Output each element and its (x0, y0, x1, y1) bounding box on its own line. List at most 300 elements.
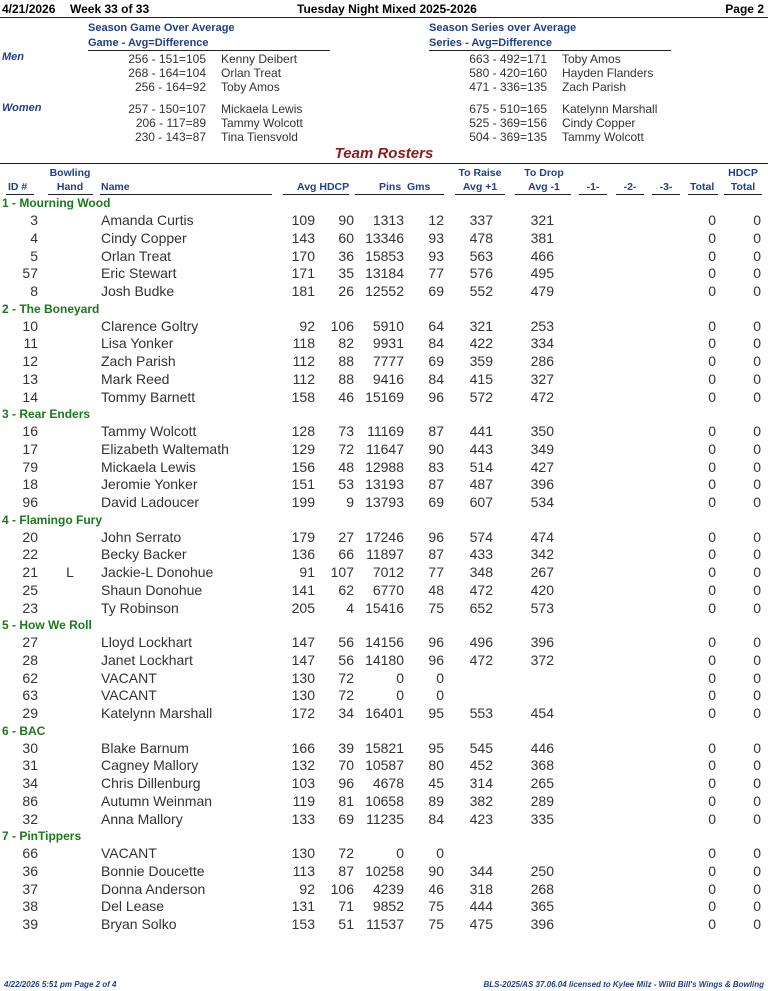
player-hdcp-total: 0 (753, 862, 761, 879)
league-name: Tuesday Night Mixed 2025-2026 (297, 2, 477, 16)
achievement-name: Tammy Wolcott (562, 130, 644, 144)
player-hdcp-total: 0 (753, 247, 761, 264)
player-id: 4 (30, 229, 38, 246)
player-pins: 13184 (365, 265, 404, 282)
player-pins: 13193 (365, 476, 404, 493)
player-total: 0 (708, 898, 716, 915)
underline-g3 (652, 194, 680, 195)
player-pins: 11897 (366, 546, 404, 563)
player-hdcp-total: 0 (753, 265, 761, 282)
player-games: 77 (428, 265, 444, 282)
player-total: 0 (708, 845, 716, 861)
col-name: Name (101, 181, 130, 193)
player-pins: 11235 (366, 810, 404, 827)
player-avg: 129 (291, 440, 315, 457)
player-to-raise: 433 (469, 546, 493, 563)
player-hdcp: 72 (338, 440, 354, 457)
col-raise-1: To Raise (458, 167, 502, 179)
player-games: 75 (428, 599, 444, 616)
player-hdcp: 48 (338, 458, 354, 475)
player-to-raise: 472 (469, 581, 493, 598)
player-hdcp: 82 (338, 335, 354, 352)
player-avg: 147 (291, 634, 315, 650)
player-avg: 92 (299, 317, 315, 334)
player-to-drop: 342 (530, 546, 554, 563)
player-to-drop: 396 (530, 476, 554, 493)
player-id: 11 (23, 335, 38, 352)
player-id: 13 (22, 370, 38, 387)
achievement-calc: 580 - 420=160 (469, 66, 547, 80)
player-total: 0 (708, 353, 716, 370)
player-hdcp: 62 (338, 581, 354, 598)
player-games: 75 (428, 898, 444, 915)
series-section-title: Season Series over Average (429, 22, 577, 34)
player-pins: 10587 (365, 757, 404, 774)
player-to-raise: 472 (469, 651, 493, 668)
player-total: 0 (708, 212, 716, 228)
player-games: 93 (428, 229, 444, 246)
player-games: 45 (428, 775, 444, 792)
player-hdcp-total: 0 (753, 599, 761, 616)
player-hdcp: 51 (338, 916, 354, 933)
player-id: 5 (30, 247, 38, 264)
team-name: 6 - BAC (2, 723, 46, 738)
player-avg: 141 (291, 581, 315, 598)
achievement-name: Tammy Wolcott (221, 116, 303, 130)
player-name: Donna Anderson (101, 880, 206, 897)
team-name: 1 - Mourning Wood (2, 196, 111, 210)
player-hdcp: 53 (338, 476, 354, 493)
col-drop-2: Avg -1 (528, 181, 560, 193)
col-hdcp-total-2: Total (730, 181, 756, 193)
player-total: 0 (708, 810, 716, 827)
player-to-drop: 268 (530, 880, 554, 897)
col-drop-1: To Drop (524, 167, 564, 179)
player-games: 95 (428, 739, 444, 756)
achievement-name: Katelynn Marshall (562, 102, 658, 116)
player-to-drop: 349 (530, 440, 554, 457)
player-to-drop: 446 (530, 739, 554, 756)
player-to-raise: 478 (469, 229, 493, 246)
player-total: 0 (708, 476, 716, 493)
player-pins: 0 (396, 687, 404, 704)
underline-pins (355, 194, 444, 195)
player-id: 31 (22, 757, 38, 774)
player-id: 38 (22, 898, 38, 915)
player-id: 22 (22, 546, 38, 563)
underline-g2 (616, 194, 644, 195)
report-date: 4/21/2026 (2, 2, 56, 16)
achievement-calc: 268 - 164=104 (128, 66, 206, 80)
player-pins: 0 (396, 845, 404, 861)
player-pins: 12988 (365, 458, 404, 475)
team-name: 5 - How We Roll (2, 618, 92, 632)
player-games: 84 (428, 370, 444, 387)
col-game-3: -3- (659, 181, 673, 193)
player-pins: 12552 (365, 283, 404, 300)
player-to-raise: 444 (469, 898, 493, 915)
player-to-raise: 452 (469, 757, 493, 774)
player-hdcp-total: 0 (753, 229, 761, 246)
player-total: 0 (708, 862, 716, 879)
player-games: 87 (428, 546, 444, 563)
achievement-name: Kenny Deibert (221, 52, 298, 66)
player-hdcp: 69 (338, 810, 354, 827)
player-hdcp-total: 0 (753, 494, 761, 511)
player-games: 96 (428, 651, 444, 668)
player-name: Ty Robinson (101, 599, 179, 616)
player-total: 0 (708, 757, 716, 774)
player-name: Jackie-L Donohue (101, 564, 214, 581)
player-games: 0 (436, 845, 444, 861)
player-to-drop: 365 (530, 898, 554, 915)
col-id: ID # (8, 181, 28, 193)
achievement-calc: 504 - 369=135 (469, 130, 547, 144)
player-total: 0 (708, 283, 716, 300)
player-hdcp-total: 0 (753, 283, 761, 300)
player-to-drop: 250 (530, 862, 554, 879)
player-total: 0 (708, 546, 716, 563)
player-games: 77 (428, 564, 444, 581)
player-to-drop: 454 (530, 705, 554, 722)
player-hdcp-total: 0 (753, 775, 761, 792)
player-name: Orlan Treat (101, 247, 172, 264)
underline-total (688, 194, 718, 195)
player-to-drop: 479 (530, 283, 554, 300)
player-to-drop: 474 (530, 528, 554, 545)
player-pins: 0 (396, 669, 404, 686)
player-total: 0 (708, 581, 716, 598)
player-pins: 15169 (365, 388, 404, 405)
player-id: 79 (22, 458, 38, 475)
player-pins: 7777 (372, 353, 404, 370)
player-avg: 147 (291, 651, 315, 668)
player-total: 0 (708, 370, 716, 387)
week-label: Week 33 of 33 (70, 2, 150, 16)
player-games: 87 (428, 476, 444, 493)
player-pins: 16401 (365, 705, 404, 722)
player-hdcp-total: 0 (753, 581, 761, 598)
player-pins: 9931 (372, 335, 404, 352)
player-hdcp: 46 (338, 388, 354, 405)
player-name: Shaun Donohue (101, 581, 203, 598)
player-name: Bryan Solko (101, 916, 177, 933)
series-section-subtitle: Series - Avg=Difference (429, 37, 552, 49)
underline-avg (283, 194, 349, 195)
player-hdcp: 36 (338, 247, 354, 264)
player-id: 63 (22, 687, 38, 704)
player-id: 21 (22, 564, 38, 581)
player-avg: 170 (291, 247, 315, 264)
player-name: Josh Budke (101, 283, 175, 300)
player-to-raise: 441 (469, 423, 493, 439)
col-total: Total (690, 181, 715, 193)
player-name: Anna Mallory (101, 810, 183, 827)
player-name: Becky Backer (101, 546, 187, 563)
player-id: 57 (22, 265, 38, 282)
player-to-drop: 286 (530, 353, 554, 370)
player-name: VACANT (101, 845, 157, 861)
player-to-raise: 514 (469, 458, 493, 475)
player-id: 12 (22, 353, 38, 370)
player-total: 0 (708, 564, 716, 581)
game-section-underline (88, 50, 330, 51)
player-games: 48 (428, 581, 444, 598)
player-hdcp-total: 0 (753, 335, 761, 352)
underline-hdcp-total (724, 194, 762, 195)
player-pins: 5910 (372, 317, 404, 334)
title-divider (0, 163, 768, 164)
player-to-drop: 253 (530, 317, 554, 334)
player-avg: 156 (291, 458, 315, 475)
player-hdcp: 39 (338, 739, 354, 756)
player-name: Janet Lockhart (101, 651, 193, 668)
player-total: 0 (708, 651, 716, 668)
player-id: 29 (22, 705, 38, 722)
player-id: 34 (22, 775, 38, 792)
player-games: 69 (428, 353, 444, 370)
player-avg: 131 (291, 898, 315, 915)
player-hdcp-total: 0 (753, 757, 761, 774)
player-id: 18 (22, 476, 38, 493)
player-total: 0 (708, 247, 716, 264)
game-section-title: Season Game Over Average (88, 22, 235, 34)
player-to-drop: 466 (530, 247, 554, 264)
player-pins: 4678 (372, 775, 404, 792)
player-hdcp: 71 (338, 898, 354, 915)
player-hdcp-total: 0 (753, 669, 761, 686)
player-games: 96 (428, 528, 444, 545)
player-games: 69 (428, 494, 444, 511)
player-to-raise: 344 (469, 862, 493, 879)
player-to-raise: 545 (469, 739, 493, 756)
col-game-1: -1- (586, 181, 600, 193)
player-avg: 179 (291, 528, 315, 545)
player-id: 32 (22, 810, 38, 827)
player-avg: 151 (291, 476, 315, 493)
player-to-drop: 372 (530, 651, 554, 668)
player-to-raise: 423 (469, 810, 493, 827)
player-avg: 91 (299, 564, 315, 581)
player-to-raise: 314 (469, 775, 493, 792)
player-hdcp-total: 0 (753, 792, 761, 809)
player-total: 0 (708, 739, 716, 756)
achievement-name: Mickaela Lewis (221, 102, 303, 116)
achievement-calc: 206 - 117=89 (135, 116, 206, 130)
player-games: 69 (428, 283, 444, 300)
player-id: 8 (30, 283, 38, 300)
player-games: 46 (428, 880, 444, 897)
series-section-underline (429, 50, 671, 51)
player-avg: 92 (299, 880, 315, 897)
player-id: 37 (22, 880, 38, 897)
player-avg: 119 (292, 792, 315, 809)
player-hdcp-total: 0 (753, 898, 761, 915)
player-total: 0 (708, 388, 716, 405)
achievement-name: Orlan Treat (221, 66, 282, 80)
player-pins: 13346 (365, 229, 404, 246)
rosters-title: Team Rosters (334, 145, 434, 162)
player-hdcp: 88 (338, 370, 354, 387)
player-id: 39 (22, 916, 38, 933)
player-pins: 7012 (372, 564, 404, 581)
player-avg: 172 (291, 705, 315, 722)
player-total: 0 (708, 528, 716, 545)
player-to-drop: 381 (530, 229, 554, 246)
achievement-name: Cindy Copper (562, 116, 636, 130)
player-to-raise: 337 (469, 212, 493, 228)
player-hdcp: 96 (338, 775, 354, 792)
player-games: 90 (428, 862, 444, 879)
player-id: 27 (22, 634, 38, 650)
player-name: Cindy Copper (101, 229, 187, 246)
player-pins: 13793 (365, 494, 404, 511)
underline-name (100, 194, 272, 195)
player-hdcp-total: 0 (753, 458, 761, 475)
player-avg: 205 (291, 599, 315, 616)
achievement-calc: 471 - 336=135 (469, 80, 547, 94)
player-to-drop: 420 (530, 581, 554, 598)
player-hdcp-total: 0 (753, 651, 761, 668)
player-to-drop: 335 (530, 810, 554, 827)
player-avg: 112 (292, 353, 315, 370)
player-pins: 11169 (367, 423, 404, 439)
player-avg: 103 (291, 775, 315, 792)
player-avg: 132 (291, 757, 315, 774)
player-avg: 166 (291, 739, 315, 756)
player-hdcp: 34 (338, 705, 354, 722)
achievement-calc: 256 - 164=92 (134, 80, 206, 94)
player-hdcp: 56 (338, 634, 354, 650)
player-hdcp-total: 0 (753, 440, 761, 457)
player-hdcp-total: 0 (753, 634, 761, 650)
player-id: 66 (22, 845, 38, 861)
footer-timestamp: 4/22/2026 5:51 pm Page 2 of 4 (4, 980, 117, 989)
player-name: Katelynn Marshall (101, 705, 213, 722)
player-id: 14 (22, 388, 38, 405)
player-to-raise: 487 (469, 476, 493, 493)
player-hdcp: 106 (330, 880, 354, 897)
player-hdcp-total: 0 (753, 528, 761, 545)
player-name: Zach Parish (101, 353, 176, 370)
player-name: Cagney Mallory (101, 757, 199, 774)
game-section-subtitle: Game - Avg=Difference (88, 37, 209, 49)
player-name: Amanda Curtis (101, 212, 194, 228)
player-hdcp-total: 0 (753, 564, 761, 581)
player-to-raise: 553 (469, 705, 493, 722)
player-hdcp: 106 (330, 317, 354, 334)
player-hdcp: 66 (338, 546, 354, 563)
player-hdcp: 56 (338, 651, 354, 668)
player-hdcp: 72 (338, 687, 354, 704)
player-name: Eric Stewart (101, 265, 177, 282)
player-to-raise: 552 (469, 283, 493, 300)
player-hdcp: 72 (338, 669, 354, 686)
player-hdcp: 72 (338, 845, 354, 861)
player-hdcp-total: 0 (753, 317, 761, 334)
player-name: Jeromie Yonker (101, 476, 198, 493)
player-hdcp-total: 0 (753, 546, 761, 563)
player-games: 0 (436, 687, 444, 704)
player-to-drop: 427 (530, 458, 554, 475)
achievement-name: Zach Parish (562, 80, 627, 94)
player-name: Tommy Barnett (101, 388, 196, 405)
team-name: 3 - Rear Enders (2, 407, 91, 421)
footer-license: BLS-2025/AS 37.06.04 licensed to Kylee Milz - Wild Bill's Wings & Bowling (483, 980, 764, 989)
player-hdcp: 35 (338, 265, 354, 282)
player-avg: 171 (291, 265, 315, 282)
player-hdcp-total: 0 (753, 212, 761, 228)
header-divider (0, 17, 768, 18)
player-avg: 130 (291, 687, 315, 704)
player-games: 96 (428, 388, 444, 405)
player-avg: 143 (291, 229, 315, 246)
col-avg-hdcp: Avg HDCP (297, 181, 350, 193)
player-to-raise: 475 (469, 916, 493, 933)
player-to-drop: 289 (530, 792, 554, 809)
player-hdcp: 107 (330, 564, 354, 581)
player-hdcp: 73 (338, 423, 354, 439)
player-to-raise: 382 (469, 792, 493, 809)
achievement-calc: 663 - 492=171 (469, 52, 547, 66)
achievement-name: Hayden Flanders (562, 66, 654, 80)
player-name: Clarence Goltry (101, 317, 199, 334)
player-pins: 15821 (365, 739, 404, 756)
player-name: Lisa Yonker (101, 335, 174, 352)
player-to-raise: 443 (469, 440, 493, 457)
underline-drop (515, 194, 571, 195)
men-label: Men (2, 51, 24, 63)
player-id: 17 (22, 440, 38, 457)
player-games: 64 (428, 317, 444, 334)
player-avg: 130 (291, 845, 315, 861)
player-games: 93 (428, 247, 444, 264)
player-name: VACANT (101, 669, 157, 686)
player-hdcp-total: 0 (753, 845, 761, 861)
col-hand-2: Hand (56, 181, 84, 193)
player-hdcp-total: 0 (753, 880, 761, 897)
player-to-raise: 415 (469, 370, 493, 387)
player-name: Lloyd Lockhart (101, 634, 193, 650)
underline-hand (48, 194, 93, 195)
player-pins: 14156 (365, 634, 404, 650)
player-hdcp: 88 (338, 353, 354, 370)
player-total: 0 (708, 265, 716, 282)
achievement-calc: 257 - 150=107 (128, 102, 206, 116)
player-pins: 4239 (372, 880, 404, 897)
player-games: 83 (428, 458, 444, 475)
player-to-drop: 396 (530, 634, 554, 650)
player-total: 0 (708, 669, 716, 686)
player-total: 0 (708, 458, 716, 475)
player-to-raise: 652 (469, 599, 493, 616)
player-hdcp: 70 (338, 757, 354, 774)
player-id: 86 (22, 792, 38, 809)
player-pins: 11537 (366, 916, 404, 933)
player-hdcp: 4 (346, 599, 354, 616)
player-hdcp-total: 0 (753, 739, 761, 756)
player-hdcp-total: 0 (753, 423, 761, 439)
team-name: 7 - PinTippers (2, 829, 82, 843)
player-name: Bonnie Doucette (101, 862, 205, 879)
player-avg: 112 (292, 370, 315, 387)
page-label: Page 2 (725, 2, 764, 16)
player-hdcp-total: 0 (753, 916, 761, 933)
player-to-raise: 359 (469, 353, 493, 370)
player-hdcp-total: 0 (753, 353, 761, 370)
player-name: Mickaela Lewis (101, 458, 196, 475)
team-name: 2 - The Boneyard (2, 301, 100, 316)
